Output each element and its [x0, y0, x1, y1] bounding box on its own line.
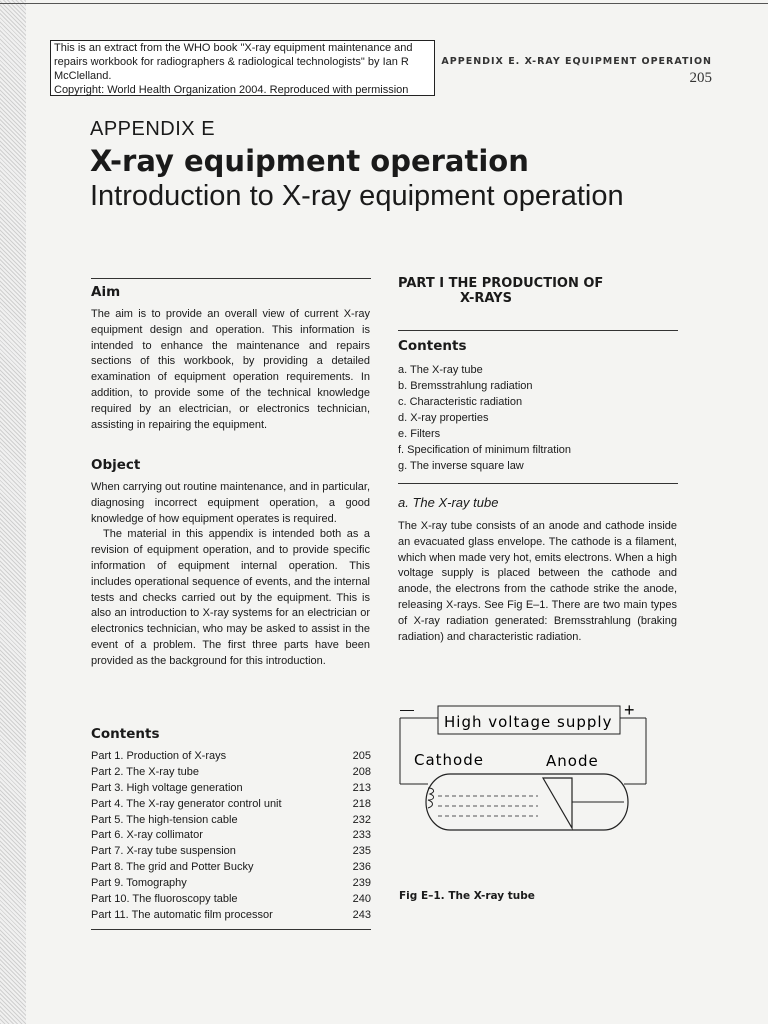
- section-rule: [398, 483, 678, 484]
- section-a-heading: a. The X-ray tube: [398, 495, 499, 510]
- page-number: 205: [689, 70, 712, 86]
- table-of-contents: [91, 749, 371, 924]
- toc-label: Part 4. The X-ray generator control unit: [91, 797, 282, 810]
- toc-page: 205: [352, 750, 371, 762]
- object-text: [91, 480, 370, 670]
- toc-label: Part 9. Tomography: [91, 877, 187, 890]
- part-contents-heading: Contents: [398, 338, 467, 354]
- list-item: g. The inverse square law: [398, 460, 524, 472]
- part-contents-list: [398, 362, 571, 474]
- toc-label: Part 7. X-ray tube suspension: [91, 845, 236, 858]
- toc-row[interactable]: [91, 828, 371, 844]
- toc-page: 232: [352, 813, 371, 826]
- toc-row[interactable]: [91, 908, 371, 924]
- toc-page: 236: [352, 861, 371, 874]
- object-paragraph-2: The material in this appendix is intended both as a revision of equipment operation, and to provide specific information of equipment internal operation. This includes operational sequence of events, and the internal tests and checks carried out by the equipment. This is also an introduction to X-ray systems for an electrician or electronics technician, who may be asked to assist in the event of a problem. The first three parts have been provided as the background for this introduction.: [91, 528, 370, 667]
- toc-page: 208: [352, 765, 371, 778]
- toc-label: Part 1. Production of X-rays: [91, 750, 227, 762]
- part-heading-line: PART I THE PRODUCTION OF: [398, 276, 604, 291]
- toc-page: 233: [352, 829, 371, 842]
- toc-bottom-rule: [91, 929, 371, 930]
- anode-target: [543, 778, 572, 828]
- section-a-paragraph: The X-ray tube consists of an anode and cathode inside an evacuated glass envelope. The cathode is a filament, which when made very hot, emits electrons. When a high voltage supply is placed between the cathode and anode, the electrons from the cathode strike the anode, releasing X-rays. See Fig E–1. There are two main types of X-ray radiation generated: Bremsstrahlung (braking radiation) and characteristic radiation.: [398, 520, 677, 643]
- page-title: X-ray equipment operation: [90, 144, 529, 178]
- list-item: c. Characteristic radiation: [398, 396, 523, 408]
- cathode-label: Cathode: [414, 751, 484, 769]
- toc-page: 239: [352, 877, 371, 890]
- running-header: APPENDIX E. X-RAY EQUIPMENT OPERATION: [441, 56, 712, 67]
- toc-row[interactable]: [91, 749, 371, 765]
- toc-page: 243: [352, 908, 371, 921]
- aim-text: [91, 307, 370, 433]
- supply-label: High voltage supply: [444, 713, 613, 731]
- notice-line: repairs workbook for radiographers & radiological technologists" by Ian R: [54, 56, 409, 68]
- toc-label: Part 6. X-ray collimator: [91, 829, 203, 842]
- list-item: b. Bremsstrahlung radiation: [398, 380, 533, 392]
- object-paragraph-1: When carrying out routine maintenance, and in particular, diagnosing incorrect equipment operation, a good knowledge of how equipment operates is required.: [91, 481, 370, 525]
- toc-row[interactable]: [91, 876, 371, 892]
- toc-row[interactable]: [91, 813, 371, 829]
- toc-row[interactable]: [91, 781, 371, 797]
- part-heading-line: X-RAYS: [460, 291, 512, 306]
- toc-label: Part 10. The fluoroscopy table: [91, 893, 238, 906]
- toc-page: 213: [352, 781, 371, 794]
- notice-line: Copyright: World Health Organization 2004. Reproduced with permission: [54, 84, 409, 96]
- cathode-filament: [428, 788, 434, 808]
- appendix-label: APPENDIX E: [90, 118, 216, 140]
- toc-row[interactable]: [91, 844, 371, 860]
- part-heading: [398, 276, 603, 306]
- contents-heading: Contents: [91, 726, 160, 742]
- toc-row[interactable]: [91, 892, 371, 908]
- notice-line: McClelland.: [54, 70, 112, 82]
- top-rule: [0, 3, 768, 4]
- toc-row[interactable]: [91, 797, 371, 813]
- aim-heading: Aim: [91, 284, 121, 300]
- toc-label: Part 5. The high-tension cable: [91, 813, 238, 826]
- list-item: f. Specification of minimum filtration: [398, 444, 572, 456]
- toc-row[interactable]: [91, 860, 371, 876]
- minus-sign: —: [400, 701, 414, 717]
- xray-tube-diagram: [398, 696, 658, 836]
- toc-row[interactable]: [91, 765, 371, 781]
- object-heading: Object: [91, 457, 141, 473]
- toc-label: Part 8. The grid and Potter Bucky: [91, 861, 254, 874]
- section-rule: [398, 330, 678, 331]
- toc-page: 240: [352, 893, 371, 906]
- list-item: e. Filters: [398, 428, 441, 440]
- toc-page: 218: [352, 797, 371, 810]
- aim-paragraph: The aim is to provide an overall view of current X-ray equipment design and operation. This information is intended to enhance the maintenance and repairs sections of this workbook, by providing a detailed examination of equipment operation requirements. In addition, to provide some of the technical knowledge required by an electrician, or electronics technician, assisting in repairing the equipment.: [91, 308, 370, 431]
- page-subtitle: Introduction to X-ray equipment operation: [90, 180, 624, 212]
- anode-label: Anode: [546, 752, 599, 770]
- scan-edge: [0, 0, 26, 1024]
- plus-sign: +: [624, 700, 635, 720]
- notice-line: This is an extract from the WHO book "X-ray equipment maintenance and: [54, 42, 413, 54]
- section-a-text: [398, 519, 677, 645]
- toc-label: Part 2. The X-ray tube: [91, 765, 200, 778]
- toc-page: 235: [352, 845, 371, 858]
- toc-label: Part 3. High voltage generation: [91, 781, 243, 794]
- section-rule: [91, 278, 371, 279]
- figure-caption: Fig E–1. The X-ray tube: [399, 890, 535, 902]
- list-item: a. The X-ray tube: [398, 364, 483, 376]
- list-item: d. X-ray properties: [398, 412, 489, 424]
- toc-label: Part 11. The automatic film processor: [91, 908, 273, 921]
- copyright-notice: [50, 40, 435, 96]
